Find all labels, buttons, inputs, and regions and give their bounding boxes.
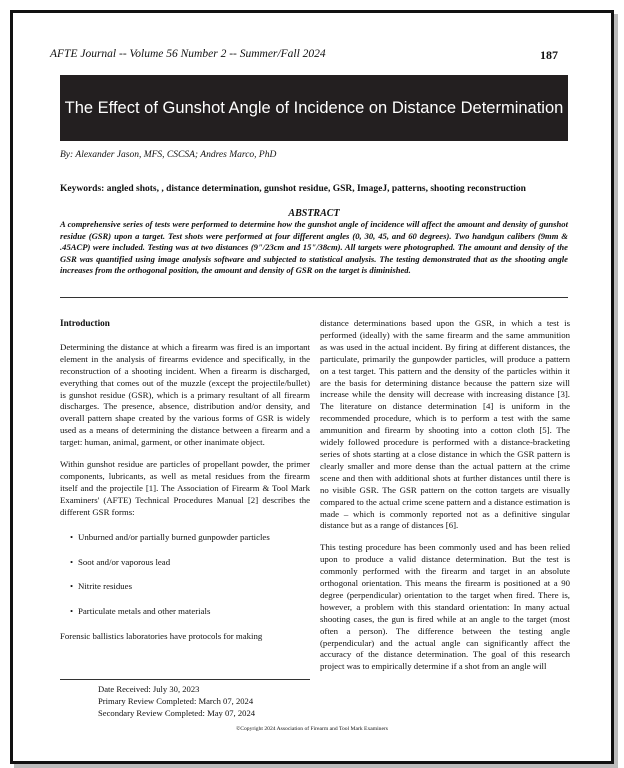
bullet-icon: • xyxy=(70,531,74,542)
date-secondary-review: Secondary Review Completed: May 07, 2024 xyxy=(98,708,256,718)
list-item: • Particulate metals and other materials xyxy=(70,606,211,617)
date-primary-review: Primary Review Completed: March 07, 2024 xyxy=(98,696,254,706)
date-received: Date Received: July 30, 2023 xyxy=(98,684,200,694)
left-column xyxy=(60,318,310,653)
abstract-heading: ABSTRACT xyxy=(288,208,340,219)
divider xyxy=(60,297,568,298)
page-number: 187 xyxy=(540,48,558,62)
bullet-icon: • xyxy=(70,606,74,617)
section-heading-introduction: Introduction xyxy=(60,318,110,328)
list-item: • Soot and/or vaporous lead xyxy=(70,556,171,567)
keywords: Keywords: angled shots, , distance determination, gunshot residue, GSR, ImageJ, patterns, shooting reconstruction xyxy=(60,184,526,194)
title-banner xyxy=(60,75,568,141)
bullet-icon: • xyxy=(70,556,74,567)
article-title: The Effect of Gunshot Angle of Incidence on Distance Determination xyxy=(64,98,564,117)
bullet-icon: • xyxy=(70,581,74,592)
list-item: • Nitrite residues xyxy=(70,581,132,592)
authors: By: Alexander Jason, MFS, CSCSA; Andres Marco, PhD xyxy=(60,150,277,160)
right-column xyxy=(320,318,570,683)
paragraph: Forensic ballistics laboratories have protocols for making xyxy=(60,631,263,642)
abstract-text: A comprehensive series of tests were performed to determine how the gunshot angle of incidence will affect the amount and density of gunshot residue (GSR) upon a target. Test shots were performed at four different angles (0, 30, 45, and 60 degrees). Two handgun calibers (9mm & .45ACP) were included. Testing was at two distances (9"/23cm and 15"/38cm). All targets were photographed. The amount and density of the GSR was quantified using image analysis software and subjected to statistical analysis. The testing demonstrated that as the shooting angle increases from the orthogonal position, the amount and density of GSR on the target is diminished. xyxy=(60,219,568,275)
paragraph: Determining the distance at which a firearm was fired is an important element in the analysis of firearms evidence and specifically, in the reconstruction of a shooting incident. When a firearm is discharged, everything that comes out of the muzzle (except the projectile/bullet) is gunshot residue (GSR), which is a primary resultant of all firearm discharges. The presence, absence, distribution and/or density, and overall pattern shape created by the various forms of GSR is widely used as a means of determining the distance between a firearm and a target: human, animal, garment, or other inanimate object. xyxy=(60,341,310,448)
paragraph: Within gunshot residue are particles of propellant powder, the primer components, lubricants, as well as metal residues from the firearm itself and the projectile [1]. The Association of Firearm & Tool Mark Examiners' (AFTE) Technical Procedures Manual [2] describes the different GSR forms: xyxy=(60,459,310,517)
copyright: ©Copyright 2024 Association of Firearm and Tool Mark Examiners xyxy=(236,726,388,732)
paragraph: This testing procedure has been commonly used and has been relied upon to produce a valid distance determination. But the test is commonly performed with the firearm and target in an absolute orthogonal orientation. This means the firearm is positioned at a 90 degree (perpendicular) orientation to the target when fired. There is, however, a problem with this standard orientation: In many actual shooting cases, the gun is fired while at an angle to the target (most often a person). The difference between the testing angle (perpendicular) and the actual angle can significantly affect the accuracy of the distance determination. The goal of this research project was to empirically determine if a shot from an angle will xyxy=(320,542,570,672)
paragraph: distance determinations based upon the GSR, in which a test is performed (ideally) with the same firearm and the same ammunition as was used in the actual incident. By firing at different distances, the particulate, primarily the gunpowder particles, will produce a pattern on a test target. This pattern and the density of the particles within it are the basis for determining distance because the pattern size will increase while the density will decrease with increasing distance [3]. The literature on distance determination [4] is uniform in the recommended procedure, which is to perform a test with the same ammunition and firearm by shooting into a cotton cloth [5]. The widely followed procedure is performed with a distance-bracketing series of shots starting at a close distance in which the GSR pattern is clearly smaller and more dense than the actual pattern at the crime scene and then with additional shots at further distances until there is no visible GSR. The GSR pattern on the cotton targets are visually compared to the actual crime scene pattern and a distance estimation is made – which is commonly reported not as a definitive singular distance but as a range of distances [6]. xyxy=(320,318,570,531)
running-header xyxy=(50,48,558,60)
list-item: • Unburned and/or partially burned gunpowder particles xyxy=(70,531,270,542)
review-dates xyxy=(60,679,310,719)
journal-citation: AFTE Journal -- Volume 56 Number 2 -- Summer/Fall 2024 xyxy=(50,48,326,60)
